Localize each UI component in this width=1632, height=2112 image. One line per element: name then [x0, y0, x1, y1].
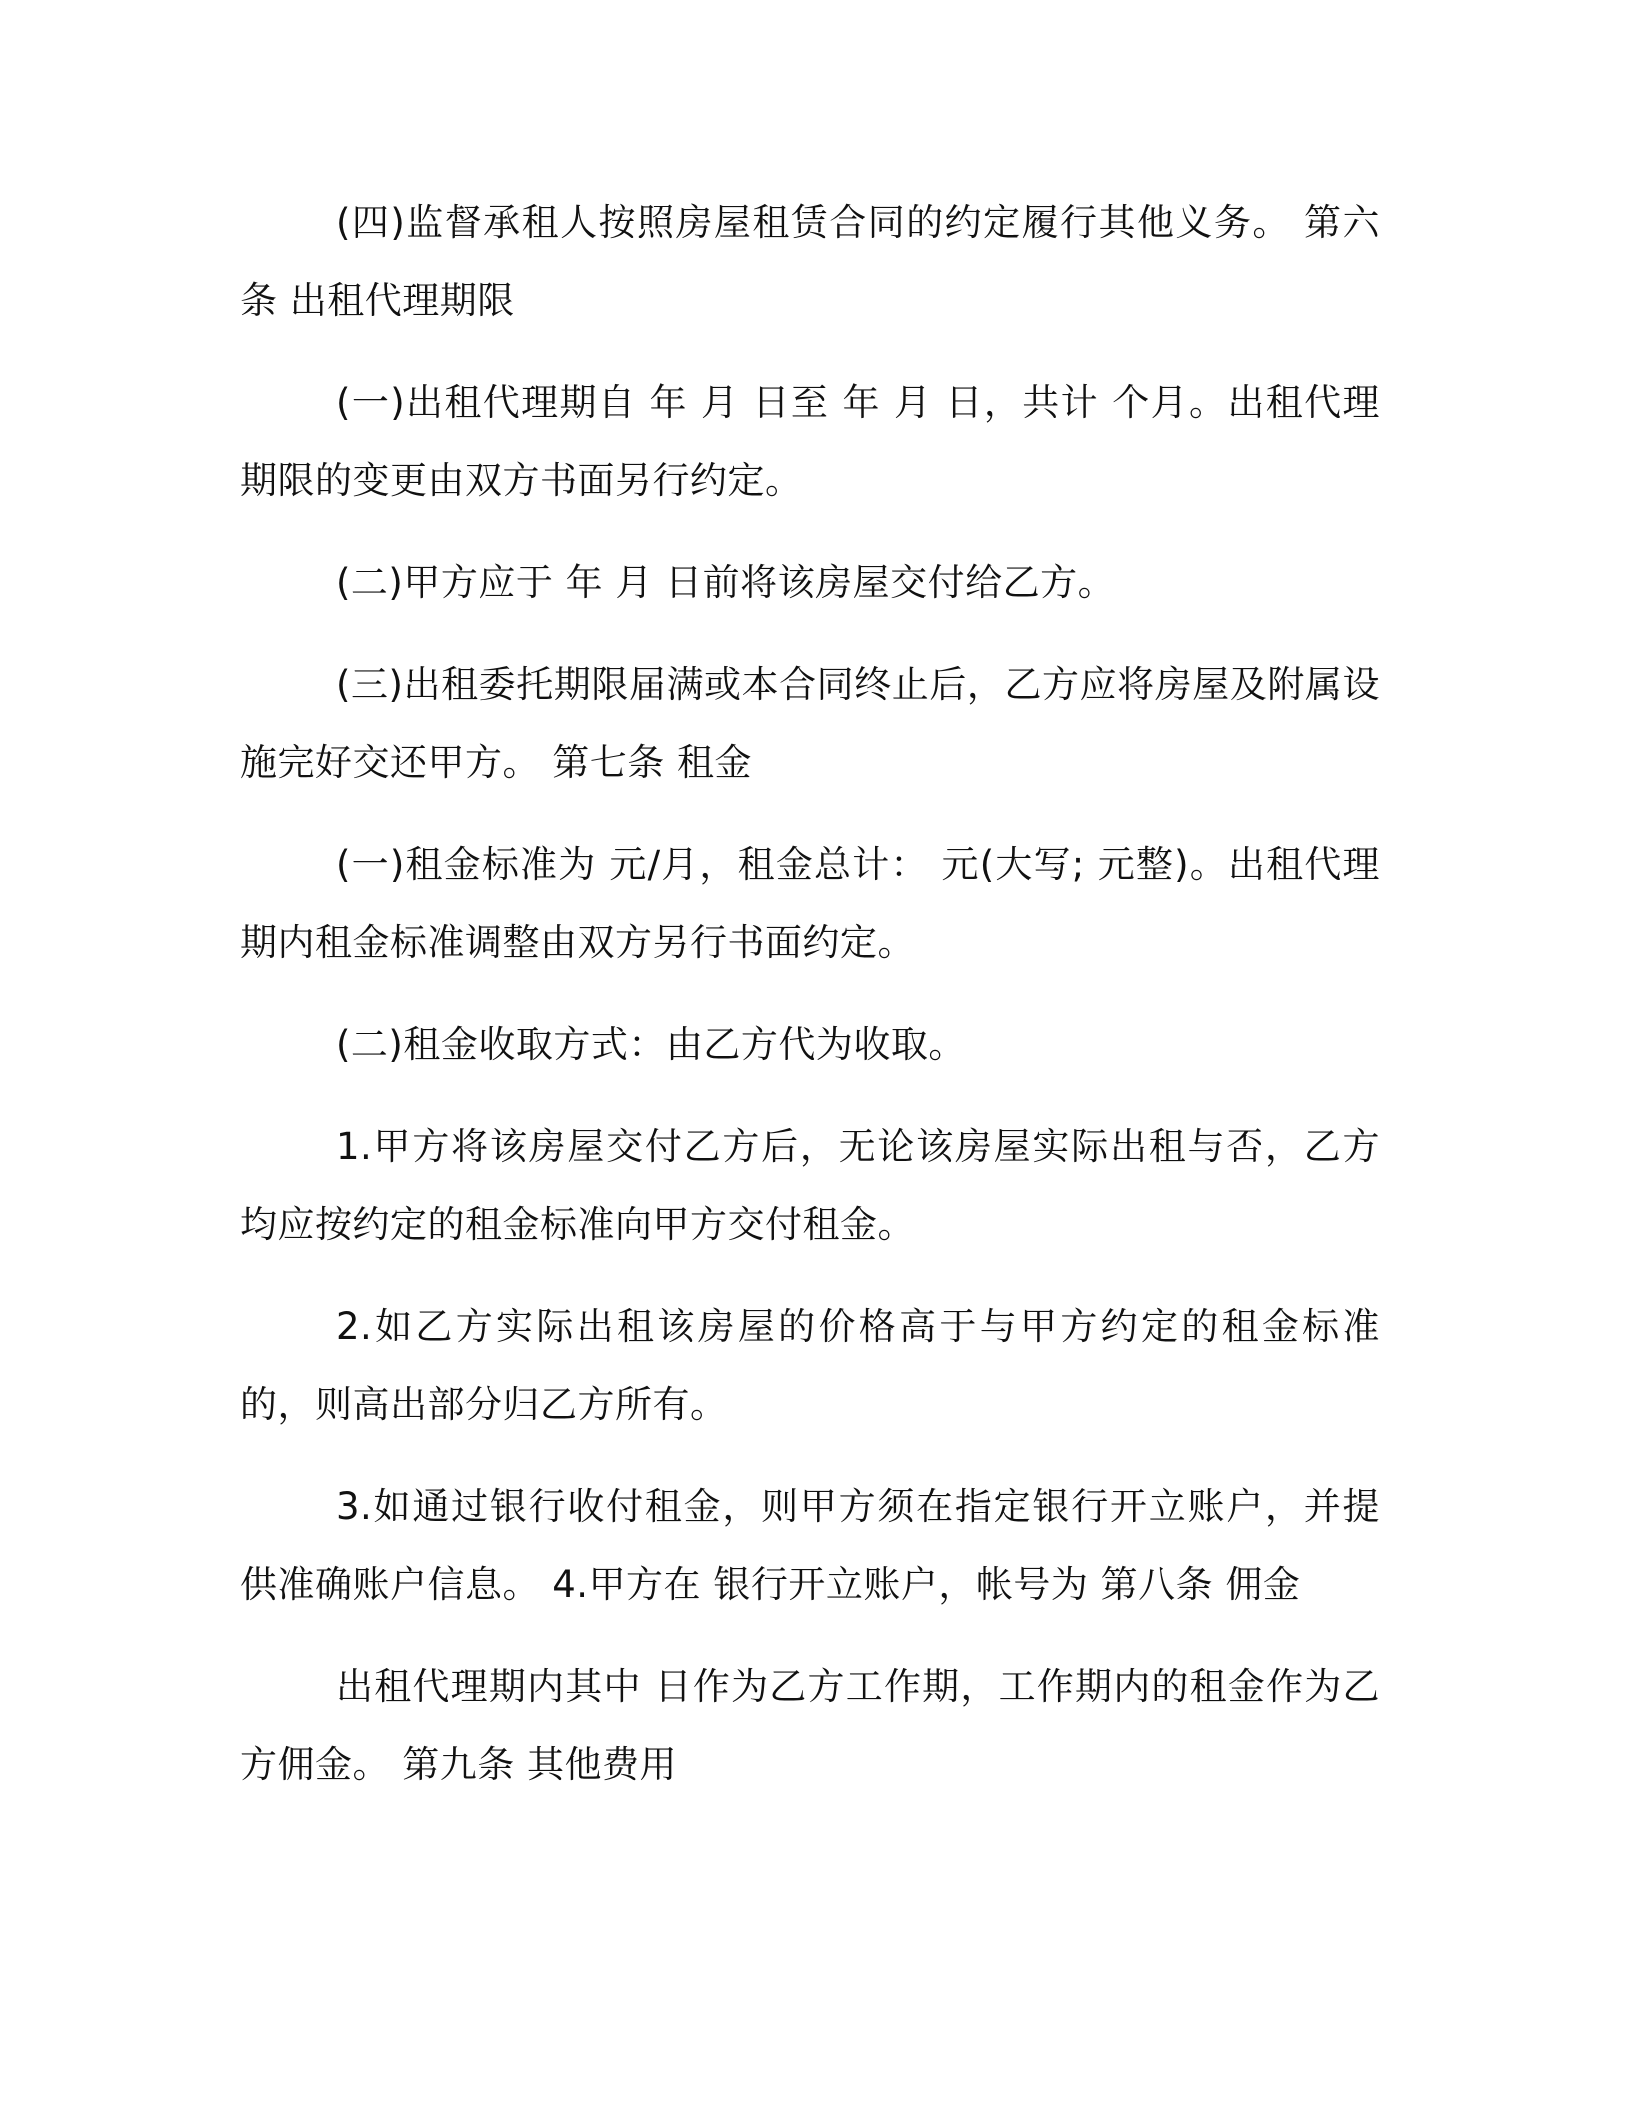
paragraph: (二)租金收取方式：由乙方代为收取。 — [336, 1023, 966, 1066]
paragraph: 1.甲方将该房屋交付乙方后，无论该房屋实际出租与否，乙方均应按约定的租金标准向甲方交付租金。 — [240, 1125, 1380, 1246]
paragraph: 3.如通过银行收付租金，则甲方须在指定银行开立账户，并提供准确账户信息。 4.甲方在 银行开立账户，帐号为 第八条 佣金 — [240, 1485, 1380, 1606]
paragraph: (一)出租代理期自 年 月 日至 年 月 日，共计 个月。出租代理期限的变更由双方书面另行约定。 — [240, 381, 1380, 502]
document-body — [240, 184, 1380, 1828]
paragraph: 2.如乙方实际出租该房屋的价格高于与甲方约定的租金标准的，则高出部分归乙方所有。 — [240, 1305, 1380, 1426]
paragraph: (四)监督承租人按照房屋租赁合同的约定履行其他义务。 第六条 出租代理期限 — [240, 201, 1380, 322]
paragraph: (一)租金标准为 元/月，租金总计： 元(大写; 元整)。出租代理期内租金标准调整由双方另行书面约定。 — [240, 843, 1380, 964]
paragraph: 出租代理期内其中 日作为乙方工作期，工作期内的租金作为乙方佣金。 第九条 其他费用 — [240, 1665, 1380, 1786]
paragraph: (二)甲方应于 年 月 日前将该房屋交付给乙方。 — [336, 561, 1116, 604]
paragraph: (三)出租委托期限届满或本合同终止后，乙方应将房屋及附属设施完好交还甲方。 第七条 租金 — [240, 663, 1380, 784]
